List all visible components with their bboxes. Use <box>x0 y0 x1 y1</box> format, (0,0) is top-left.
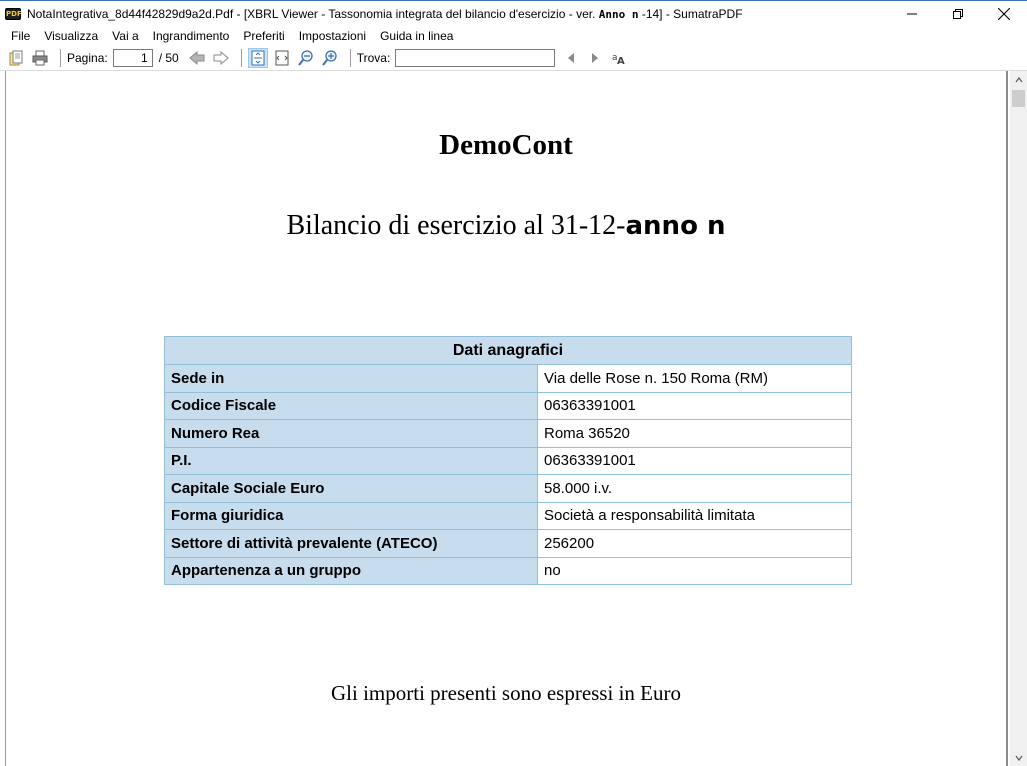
svg-text:A: A <box>617 56 626 65</box>
window-title: NotaIntegrativa_8d44f42829d9a2d.Pdf - [XBRL Viewer - Tassonomia integrata del bilancio d'esercizio - ver. Anno n -14] - SumatraPDF <box>27 6 743 21</box>
window-controls <box>889 1 1027 27</box>
fit-page-icon <box>251 50 265 66</box>
open-document-icon <box>8 50 24 66</box>
row-value: no <box>538 557 852 585</box>
company-name: DemoCont <box>439 129 573 161</box>
menu-file[interactable]: File <box>11 29 31 43</box>
triangle-left-icon <box>566 52 576 64</box>
page-label: Pagina: <box>67 51 108 65</box>
triangle-right-icon <box>590 52 600 64</box>
row-value: 06363391001 <box>538 447 852 475</box>
row-label: Sede in <box>165 365 538 393</box>
minimize-button[interactable] <box>889 1 935 27</box>
toolbar <box>0 46 1027 71</box>
page-number-input[interactable] <box>113 49 153 67</box>
match-case-button[interactable] <box>609 48 629 68</box>
menu-ingrandimento[interactable]: Ingrandimento <box>152 29 230 43</box>
pdf-page <box>6 71 1006 766</box>
menu-preferiti[interactable]: Preferiti <box>243 29 285 43</box>
arrow-left-icon <box>189 51 205 65</box>
chevron-up-icon <box>1015 77 1023 83</box>
menu-guida-in-linea[interactable]: Guida in linea <box>380 29 454 43</box>
zoom-in-button[interactable] <box>320 48 340 68</box>
row-value: 256200 <box>538 530 852 558</box>
sumatra-app-icon[interactable]: PDF <box>6 9 22 18</box>
toolbar-separator <box>60 49 61 67</box>
menu-vai-a[interactable]: Vai a <box>112 29 139 43</box>
minimize-icon <box>907 9 917 19</box>
match-case-icon <box>611 51 627 65</box>
close-button[interactable] <box>981 1 1027 27</box>
row-value: 06363391001 <box>538 392 852 420</box>
find-label: Trova: <box>356 51 391 65</box>
row-value: Via delle Rose n. 150 Roma (RM) <box>538 365 852 393</box>
table-row <box>165 557 852 585</box>
table-row <box>165 420 852 448</box>
table-row <box>165 475 852 503</box>
arrow-right-icon <box>213 51 229 65</box>
previous-page-button[interactable] <box>187 48 207 68</box>
zoom-out-icon <box>298 50 314 66</box>
company-data-table <box>164 336 852 585</box>
menu-impostazioni[interactable]: Impostazioni <box>298 29 367 43</box>
row-label: Capitale Sociale Euro <box>165 475 538 503</box>
close-icon <box>998 8 1010 20</box>
scroll-down-button[interactable] <box>1010 749 1027 766</box>
page-right-border <box>1006 71 1008 766</box>
row-label: Forma giuridica <box>165 502 538 530</box>
printer-icon <box>32 50 48 66</box>
row-label: P.I. <box>165 447 538 475</box>
currency-note: Gli importi presenti sono espressi in Euro <box>331 681 681 705</box>
table-header: Dati anagrafici <box>165 337 852 365</box>
menu-visualizza[interactable]: Visualizza <box>44 29 99 43</box>
table-header-row <box>165 337 852 365</box>
row-label: Appartenenza a un gruppo <box>165 557 538 585</box>
vertical-scrollbar[interactable] <box>1010 71 1027 766</box>
svg-text:a: a <box>612 53 618 63</box>
row-value: 58.000 i.v. <box>538 475 852 503</box>
zoom-out-button[interactable] <box>296 48 316 68</box>
fit-width-icon <box>275 50 289 66</box>
row-label: Settore di attività prevalente (ATECO) <box>165 530 538 558</box>
table-row <box>165 502 852 530</box>
table-row <box>165 365 852 393</box>
print-button[interactable] <box>30 48 50 68</box>
find-next-button[interactable] <box>585 48 605 68</box>
restore-icon <box>953 9 963 19</box>
table-row <box>165 447 852 475</box>
row-label: Codice Fiscale <box>165 392 538 420</box>
page-total: / 50 <box>158 51 179 65</box>
title-bar <box>0 0 1027 26</box>
table-row <box>165 530 852 558</box>
row-value: Roma 36520 <box>538 420 852 448</box>
toolbar-separator <box>241 49 242 67</box>
open-button[interactable] <box>6 48 26 68</box>
find-input[interactable] <box>395 49 555 67</box>
fit-page-button[interactable] <box>248 48 268 68</box>
chevron-down-icon <box>1015 755 1023 761</box>
table-row <box>165 392 852 420</box>
zoom-in-icon <box>322 50 338 66</box>
row-value: Società a responsabilità limitata <box>538 502 852 530</box>
menu-bar <box>0 26 1027 46</box>
toolbar-separator <box>350 49 351 67</box>
scroll-thumb[interactable] <box>1012 90 1025 107</box>
report-subtitle: Bilancio di esercizio al 31-12-anno n <box>286 210 726 241</box>
scroll-up-button[interactable] <box>1010 71 1027 88</box>
restore-button[interactable] <box>935 1 981 27</box>
next-page-button[interactable] <box>211 48 231 68</box>
row-label: Numero Rea <box>165 420 538 448</box>
document-viewport[interactable] <box>0 71 1027 766</box>
find-previous-button[interactable] <box>561 48 581 68</box>
fit-width-button[interactable] <box>272 48 292 68</box>
